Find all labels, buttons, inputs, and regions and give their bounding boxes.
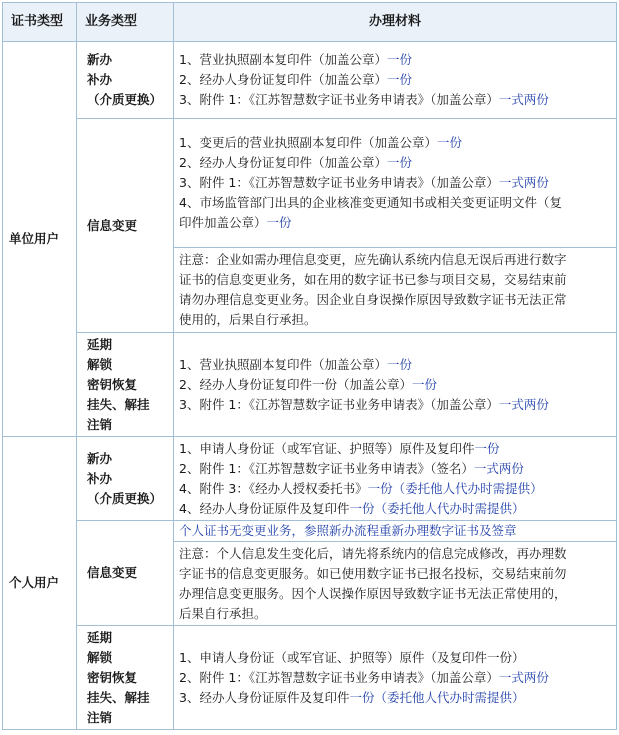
unit-change-biz: 信息变更 bbox=[77, 119, 174, 333]
unit-change-materials bbox=[174, 119, 617, 248]
header-materials: 办理材料 bbox=[174, 3, 617, 42]
material-item: 4、市场监管部门出具的企业核准变更通知书或相关变更证明文件（复 bbox=[179, 195, 562, 210]
unit-new-materials bbox=[174, 42, 617, 119]
personal-change-highlight-row bbox=[3, 521, 617, 542]
header-row bbox=[3, 3, 617, 42]
biz-line: 补办 bbox=[87, 72, 113, 87]
biz-line: （介质更换） bbox=[87, 490, 163, 506]
biz-line: 延期 bbox=[87, 629, 113, 645]
material-item: 3、经办人身份证原件及复印件一份（委托他人代办时需提供） bbox=[179, 689, 525, 705]
unit-new-row bbox=[3, 42, 617, 119]
unit-user-label: 单位用户 bbox=[3, 42, 77, 437]
biz-line: 延期 bbox=[87, 336, 113, 352]
biz-line: 补办 bbox=[87, 470, 113, 486]
personal-other-row bbox=[3, 626, 617, 730]
material-item: 1、变更后的营业执照副本复印件（加盖公章）一份 bbox=[179, 135, 462, 150]
personal-change-biz: 信息变更 bbox=[77, 521, 174, 626]
material-item: 1、申请人身份证（或军官证、护照等）原件（及复印件一份） bbox=[179, 649, 525, 665]
material-item: 1、营业执照副本复印件（加盖公章）一份 bbox=[179, 356, 412, 372]
biz-line: 挂失、解挂 bbox=[87, 396, 150, 412]
material-item: 2、附件 1：《江苏智慧数字证书业务申请表》（加盖公章）一式两份 bbox=[179, 669, 549, 685]
note-line: 后果自行承担。 bbox=[179, 605, 267, 621]
personal-other-biz bbox=[77, 626, 174, 730]
biz-line: 注销 bbox=[87, 709, 113, 725]
header-cert-type: 证书类型 bbox=[3, 3, 77, 42]
personal-new-materials bbox=[174, 437, 617, 521]
material-item: 2、附件 1：《江苏智慧数字证书业务申请表》（签名）一式两份 bbox=[179, 460, 524, 476]
material-item: 4、经办人身份证原件及复印件一份（委托他人代办时需提供） bbox=[179, 500, 525, 516]
unit-other-biz bbox=[77, 333, 174, 437]
biz-line: （介质更换） bbox=[87, 92, 163, 107]
unit-other-row bbox=[3, 333, 617, 437]
personal-new-row bbox=[3, 437, 617, 521]
note-line: 请勿办理信息变更业务。因企业自身误操作原因导致数字证书无法正常 bbox=[179, 292, 567, 307]
material-item: 3、附件 1：《江苏智慧数字证书业务申请表》（加盖公章）一式两份 bbox=[179, 396, 549, 412]
note-line: 字证书的信息变更服务。如已使用数字证书已报名投标，交易结束前勿 bbox=[179, 565, 567, 581]
biz-line: 挂失、解挂 bbox=[87, 689, 150, 705]
material-item: 3、附件 1：《江苏智慧数字证书业务申请表》（加盖公章）一式两份 bbox=[179, 175, 549, 190]
material-item: 印件加盖公章）一份 bbox=[179, 215, 292, 230]
biz-line: 解锁 bbox=[87, 649, 113, 665]
biz-line: 新办 bbox=[87, 52, 113, 67]
note-line: 注意：个人信息发生变化后，请先将系统内的信息完成修改，再办理数 bbox=[179, 545, 567, 561]
header-biz-type: 业务类型 bbox=[77, 3, 174, 42]
unit-change-note bbox=[174, 248, 617, 333]
material-item: 2、经办人身份证复印件一份（加盖公章）一份 bbox=[179, 376, 437, 392]
note-line: 注意：企业如需办理信息变更，应先确认系统内信息无误后再进行数字 bbox=[179, 252, 567, 267]
material-item: 2、经办人身份证复印件（加盖公章）一份 bbox=[179, 155, 412, 170]
personal-other-materials bbox=[174, 626, 617, 730]
materials-table bbox=[2, 2, 617, 730]
biz-line: 密钥恢复 bbox=[87, 376, 138, 392]
material-item: 3、附件 1：《江苏智慧数字证书业务申请表》（加盖公章）一式两份 bbox=[179, 92, 549, 107]
material-item: 4、附件 3：《经办人授权委托书》一份（委托他人代办时需提供） bbox=[179, 480, 543, 496]
biz-line: 新办 bbox=[87, 450, 113, 466]
note-line: 证书的信息变更业务，如在用的数字证书已参与项目交易，交易结束前 bbox=[179, 272, 567, 287]
biz-line: 密钥恢复 bbox=[87, 669, 138, 685]
unit-new-biz bbox=[77, 42, 174, 119]
material-item: 2、经办人身份证复印件（加盖公章）一份 bbox=[179, 72, 412, 87]
unit-change-row bbox=[3, 119, 617, 248]
unit-other-materials bbox=[174, 333, 617, 437]
personal-user-label: 个人用户 bbox=[3, 437, 77, 730]
personal-change-note bbox=[174, 542, 617, 626]
materials-table-wrapper bbox=[2, 2, 617, 730]
personal-change-highlight bbox=[174, 521, 617, 542]
note-line: 办理信息变更服务。因个人误操作原因导致数字证书无法正常使用的， bbox=[179, 585, 567, 601]
biz-line: 注销 bbox=[87, 416, 113, 432]
biz-line: 解锁 bbox=[87, 356, 113, 372]
note-line: 使用的，后果自行承担。 bbox=[179, 312, 317, 327]
material-item: 1、营业执照副本复印件（加盖公章）一份 bbox=[179, 52, 412, 67]
material-item: 1、申请人身份证（或军官证、护照等）原件及复印件一份 bbox=[179, 440, 500, 456]
highlight-text: 个人证书无变更业务，参照新办流程重新办理数字证书及签章 bbox=[179, 523, 517, 538]
personal-new-biz bbox=[77, 437, 174, 521]
